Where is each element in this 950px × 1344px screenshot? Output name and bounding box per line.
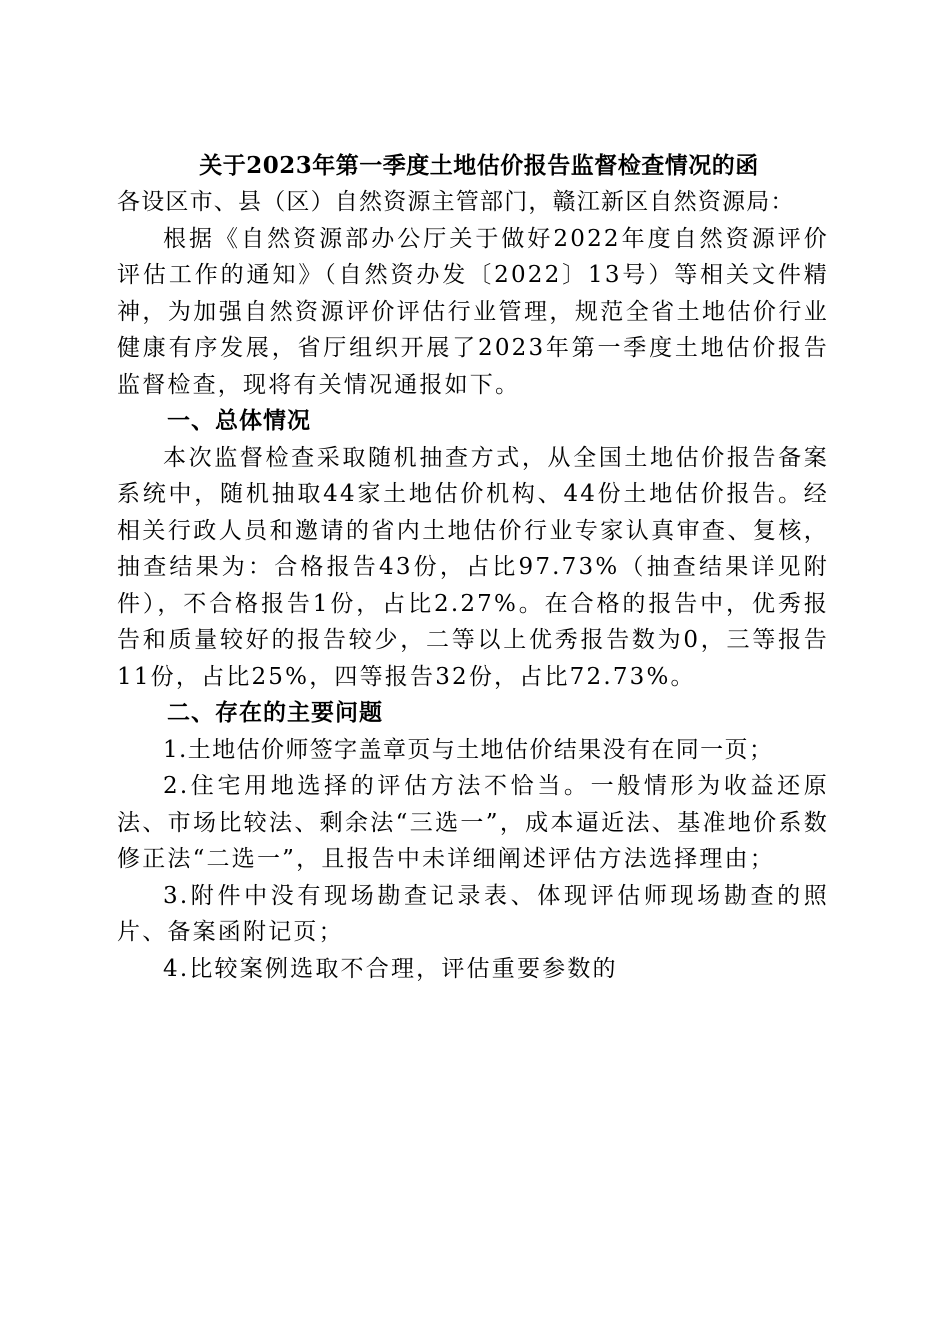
issue-item: 3.附件中没有现场勘查记录表、体现评估师现场勘查的照片、备案函附记页； (117, 882, 829, 945)
overview-paragraph: 本次监督检查采取随机抽查方式，从全国土地估价报告备案系统中，随机抽取44家土地估价机构、44份土地估价报告。经相关行政人员和邀请的省内土地估价行业专家认真审查、复核，抽查结果为：合格报告43份，占比97.73%（抽查结果详见附件），不合格报告1份，占比2.27%。在合格的报告中，优秀报告和质量较好的报告较少，二等以上优秀报告数为0，三等报告11份，占比25%，四等报告32份，占比72.73%。 (117, 444, 829, 690)
section-heading-issues: 二、存在的主要问题 (167, 699, 383, 726)
document-page (117, 148, 829, 987)
issue-item: 1.土地估价师签字盖章页与土地估价结果没有在同一页； (163, 736, 774, 763)
intro-paragraph: 根据《自然资源部办公厅关于做好2022年度自然资源评价评估工作的通知》（自然资办发〔2022〕13号）等相关文件精神，为加强自然资源评价评估行业管理，规范全省土地估价行业健康有序发展，省厅组织开展了2023年第一季度土地估价报告监督检查，现将有关情况通报如下。 (117, 225, 829, 398)
section-heading-overview: 一、总体情况 (167, 407, 311, 434)
document-title: 关于2023年第一季度土地估价报告监督检查情况的函 (199, 152, 759, 179)
issue-item: 2.住宅用地选择的评估方法不恰当。一般情形为收益还原法、市场比较法、剩余法“三选一”，成本逼近法、基准地价系数修正法“二选一”，且报告中未详细阐述评估方法选择理由； (117, 773, 829, 872)
salutation: 各设区市、县（区）自然资源主管部门，赣江新区自然资源局： (117, 189, 795, 215)
issue-item: 4.比较案例选取不合理，评估重要参数的 (163, 955, 618, 982)
